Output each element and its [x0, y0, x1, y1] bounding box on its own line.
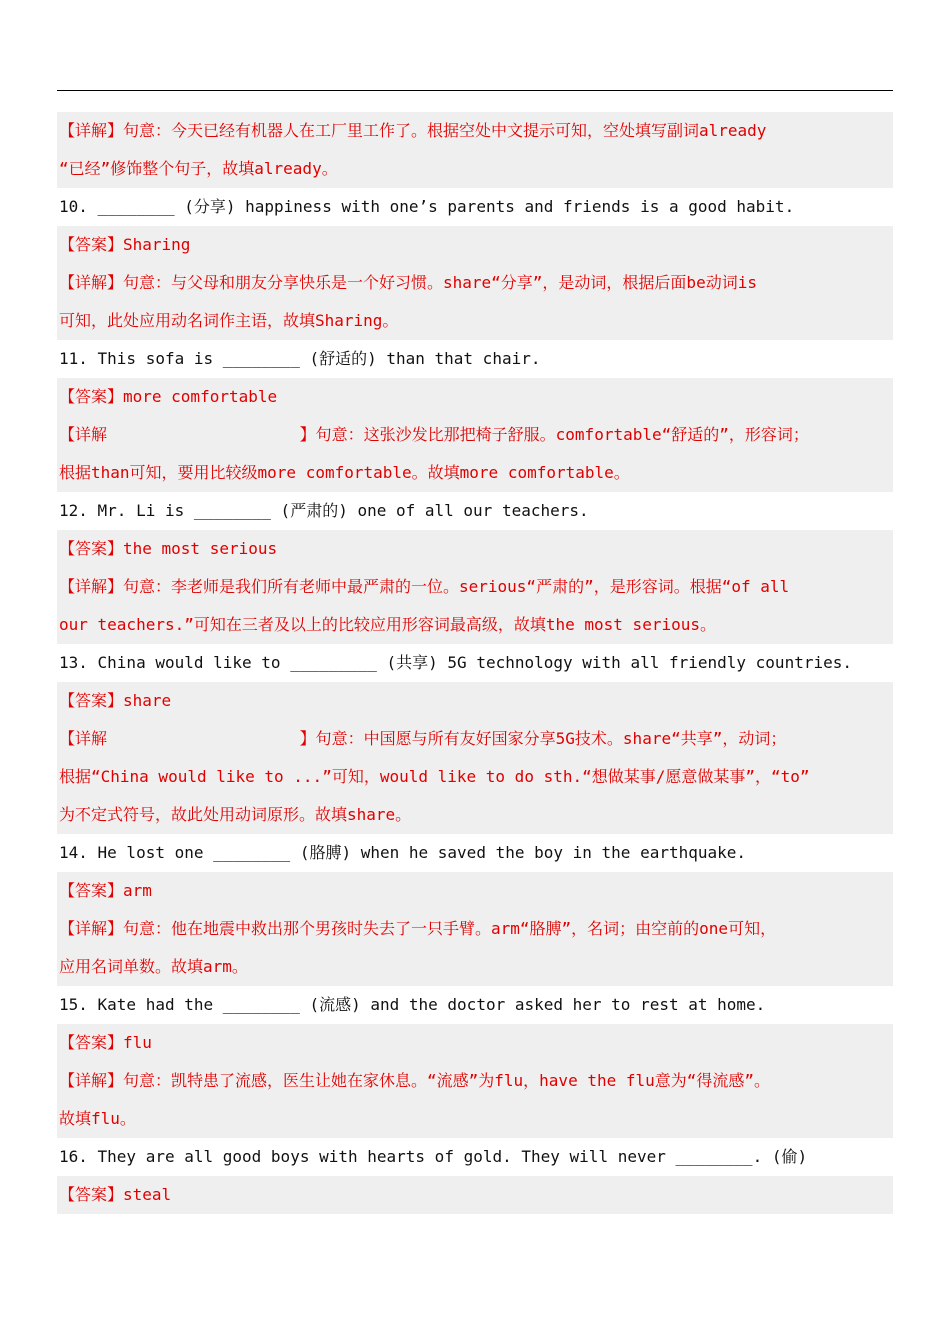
answer-block: [57, 682, 893, 720]
answer-line: 【答案】share: [59, 691, 172, 710]
detail-block: [57, 112, 893, 188]
detail-line: 可知，此处应用动名词作主语，故填Sharing。: [59, 311, 399, 330]
question-block: [57, 492, 893, 530]
detail-block: [57, 416, 893, 492]
answer-block: [57, 530, 893, 568]
question-line: 11. This sofa is ________ (舒适的) than that chair.: [59, 349, 541, 368]
answer-line: 【答案】Sharing: [59, 235, 191, 254]
detail-block: [57, 1062, 893, 1138]
answer-block: [57, 872, 893, 910]
answer-block: [57, 1176, 893, 1214]
question-block: [57, 1138, 893, 1176]
answer-line: 【答案】arm: [59, 881, 152, 900]
question-line: 16. They are all good boys with hearts of gold. They will never ________. (偷): [59, 1147, 808, 1166]
question-block: [57, 986, 893, 1024]
detail-block: [57, 720, 893, 834]
answer-block: [57, 378, 893, 416]
detail-line: 【详解】句意：李老师是我们所有老师中最严肃的一位。serious“严肃的”，是形容词。根据“of all: [59, 577, 790, 596]
question-line: 12. Mr. Li is ________ (严肃的) one of all our teachers.: [59, 501, 589, 520]
detail-line: 【详解 】句意：这张沙发比那把椅子舒服。comfortable“舒适的”，形容词；: [59, 425, 809, 444]
detail-line: 故填flu。: [59, 1109, 136, 1128]
question-line: 15. Kate had the ________ (流感) and the doctor asked her to rest at home.: [59, 995, 766, 1014]
detail-line: 为不定式符号，故此处用动词原形。故填share。: [59, 805, 412, 824]
answer-line: 【答案】flu: [59, 1033, 152, 1052]
question-block: [57, 834, 893, 872]
detail-line: 【详解】句意：他在地震中救出那个男孩时失去了一只手臂。arm“胳膊”，名词；由空前的one可知，: [59, 919, 777, 938]
detail-line: 【详解】句意：凯特患了流感，医生让她在家休息。“流感”为flu，have the flu意为“得流感”。: [59, 1071, 771, 1090]
question-block: [57, 340, 893, 378]
answer-line: 【答案】the most serious: [59, 539, 278, 558]
question-line: 13. China would like to _________ (共享) 5G technology with all friendly countries.: [59, 653, 852, 672]
exercise-content: [57, 112, 893, 1214]
answer-line: 【答案】steal: [59, 1185, 172, 1204]
answer-block: [57, 1024, 893, 1062]
answer-line: 【答案】more comfortable: [59, 387, 278, 406]
detail-block: [57, 910, 893, 986]
answer-block: [57, 226, 893, 264]
question-block: [57, 188, 893, 226]
detail-block: [57, 264, 893, 340]
detail-block: [57, 568, 893, 644]
detail-line: 应用名词单数。故填arm。: [59, 957, 248, 976]
detail-line: our teachers.”可知在三者及以上的比较应用形容词最高级，故填the most serious。: [59, 615, 716, 634]
detail-line: 【详解】句意：与父母和朋友分享快乐是一个好习惯。share“分享”，是动词，根据后面be动词is: [59, 273, 757, 292]
question-line: 14. He lost one ________ (胳膊) when he saved the boy in the earthquake.: [59, 843, 747, 862]
header-rule: [57, 90, 893, 91]
detail-line: 根据than可知，要用比较级more comfortable。故填more comfortable。: [59, 463, 630, 482]
detail-line: “已经”修饰整个句子，故填already。: [59, 159, 338, 178]
detail-line: 根据“China would like to ...”可知，would like to do sth.“想做某事/愿意做某事”，“to”: [59, 767, 810, 786]
question-line: 10. ________ (分享) happiness with one’s parents and friends is a good habit.: [59, 197, 795, 216]
detail-line: 【详解】句意：今天已经有机器人在工厂里工作了。根据空处中文提示可知，空处填写副词already: [59, 121, 767, 140]
detail-line: 【详解 】句意：中国愿与所有友好国家分享5G技术。share“共享”，动词；: [59, 729, 787, 748]
question-block: [57, 644, 893, 682]
